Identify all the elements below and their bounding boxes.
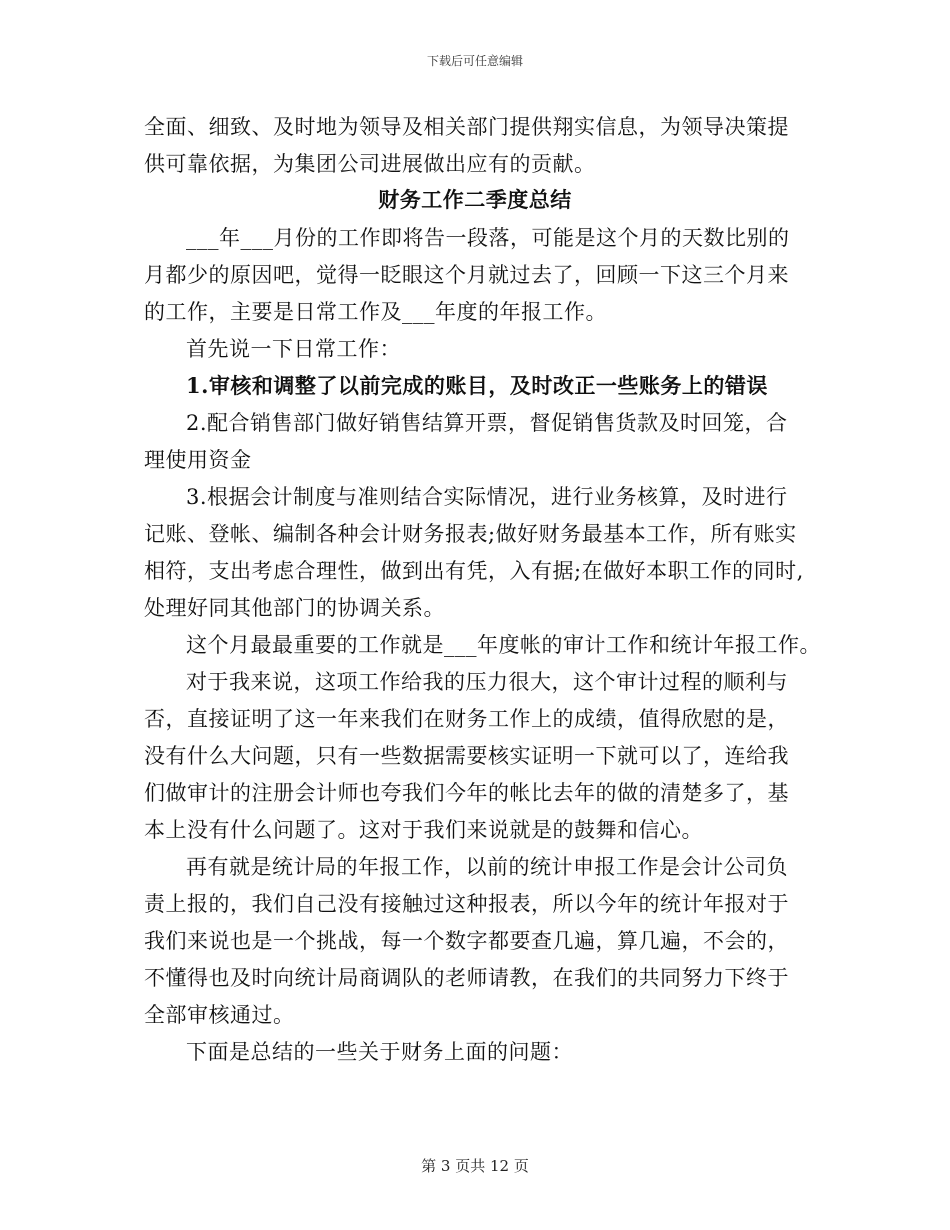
paragraph-line: 对于我来说，这项工作给我的压力很大，这个审计过程的顺利与 <box>186 670 788 694</box>
page-header: 下载后可任意编辑 <box>426 54 523 68</box>
paragraph-line: 不懂得也及时向统计局商调队的老师请教，在我们的共同努力下终于 <box>144 966 789 990</box>
list-item-1: 1.审核和调整了以前完成的账目，及时改正一些账务上的错误 <box>186 373 768 398</box>
paragraph-line: 否，直接证明了这一年来我们在财务工作上的成绩，值得欣慰的是， <box>144 707 789 731</box>
paragraph-line: 月都少的原因吧，觉得一眨眼这个月就过去了，回顾一下这三个月来 <box>144 263 789 287</box>
page-footer: 第 3 页共 12 页 <box>421 1157 529 1175</box>
paragraph-line: 供可靠依据，为集团公司进展做出应有的贡献。 <box>144 152 596 176</box>
paragraph-line: 这个月最最重要的工作就是___年度帐的审计工作和统计年报工作。 <box>186 633 821 657</box>
paragraph-line: 下面是总结的一些关于财务上面的问题： <box>186 1040 573 1064</box>
list-item-2: 2.配合销售部门做好销售结算开票，督促销售货款及时回笼，合 <box>186 411 788 435</box>
paragraph-line: 记账、登帐、编制各种会计财务报表;做好财务最基本工作，所有账实 <box>144 522 797 546</box>
section-title: 财务工作二季度总结 <box>378 187 572 212</box>
paragraph-line: 首先说一下日常工作： <box>186 337 401 361</box>
paragraph-line: 们做审计的注册会计师也夸我们今年的帐比去年的做的清楚多了，基 <box>144 781 789 805</box>
list-item-3: 3.根据会计制度与准则结合实际情况，进行业务核算，及时进行 <box>186 485 788 509</box>
paragraph-line: 理使用资金 <box>144 448 252 472</box>
paragraph-line: 相符，支出考虑合理性，做到出有凭，入有据;在做好本职工作的同时, <box>144 559 804 583</box>
paragraph-line: 全部审核通过。 <box>144 1003 295 1027</box>
paragraph-line: 处理好同其他部门的协调关系。 <box>144 596 445 620</box>
paragraph-line: 我们来说也是一个挑战，每一个数字都要查几遍，算几遍，不会的， <box>144 929 789 953</box>
paragraph-line: ___年___月份的工作即将告一段落，可能是这个月的天数比别的 <box>186 226 790 250</box>
paragraph-line: 没有什么大问题，只有一些数据需要核实证明一下就可以了，连给我 <box>144 744 789 768</box>
paragraph-line: 本上没有什么问题了。这对于我们来说就是的鼓舞和信心。 <box>144 818 703 842</box>
paragraph-line: 再有就是统计局的年报工作，以前的统计申报工作是会计公司负 <box>186 855 788 879</box>
paragraph-line: 的工作，主要是日常工作及___年度的年报工作。 <box>144 300 607 324</box>
paragraph-line: 责上报的，我们自己没有接触过这种报表，所以今年的统计年报对于 <box>144 892 789 916</box>
paragraph-line: 全面、细致、及时地为领导及相关部门提供翔实信息，为领导决策提 <box>144 115 789 139</box>
